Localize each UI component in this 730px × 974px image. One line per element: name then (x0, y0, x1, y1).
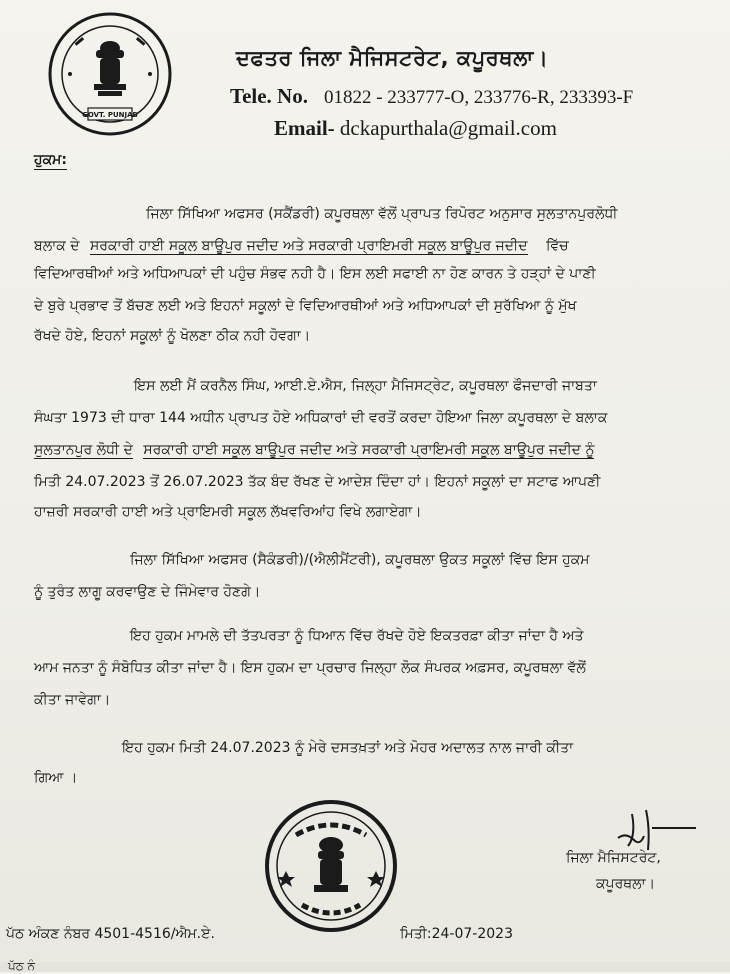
p2-line-5: ਹਾਜ਼ਰੀ ਸਰਕਾਰੀ ਹਾਈ ਅਤੇ ਪ੍ਰਾਇਮਰੀ ਸਕੂਲ ਲੱਖਵਰਿਆਂਹ ਵਿਖੇ ਲਗਾਏਗਾ। (34, 504, 422, 520)
p4-line-1: ਇਹ ਹੁਕਮ ਮਾਮਲੇ ਦੀ ਤੱਤਪਰਤਾ ਨੂੰ ਧਿਆਨ ਵਿੱਚ ਰੱਖਦੇ ਹੋਏ ਇਕਤਰਫ਼ਾ ਕੀਤਾ ਜਾਂਦਾ ਹੈ ਅਤੇ (130, 628, 584, 644)
p2-line-2: ਸੰਘਤਾ 1973 ਦੀ ਧਾਰਾ 144 ਅਧੀਨ ਪ੍ਰਾਪਤ ਹੋਏ ਅਧਿਕਾਰਾਂ ਦੀ ਵਰਤੋਂ ਕਰਦਾ ਹੋਇਆ ਜਿਲਾ ਕਪੂਰਥਲਾ ਦੇ ਬਲਾਕ (34, 410, 608, 426)
p1-line-1: ਜਿਲਾ ਸਿੱਖਿਆ ਅਫਸਰ (ਸਕੈਂਡਰੀ) ਕਪੂਰਥਲਾ ਵੱਲੋਂ ਪ੍ਰਾਪਤ ਰਿਪੋਰਟ ਅਨੁਸਾਰ ਸੁਲਤਾਨਪੁਰਲੋਧੀ (146, 206, 618, 222)
p1-trail: ਵਿੱਚ (545, 238, 569, 254)
p1-line-5: ਰੱਖਦੇ ਹੋਏ, ਇਹਨਾਂ ਸਕੂਲਾਂ ਨੂੰ ਖੋਲਣਾ ਠੀਕ ਨਹੀ ਹੋਵਗਾ। (34, 328, 311, 344)
p1-line-4: ਦੇ ਬੁਰੇ ਪ੍ਰਭਾਵ ਤੋਂ ਬੱਚਣ ਲਈ ਅਤੇ ਇਹਨਾਂ ਸਕੂਲਾਂ ਦੇ ਵਿਦਿਆਰਥੀਆਂ ਅਤੇ ਅਧਿਆਪਕਾਂ ਦੀ ਸੁਰੱਖਿਆ ਨੂੰ ਮੁੱਖ (34, 298, 577, 314)
p2-underlined-schools: ਸਰਕਾਰੀ ਹਾਈ ਸਕੂਲ ਬਾਊਪੁਰ ਜਦੀਦ ਅਤੇ ਸਰਕਾਰੀ ਪ੍ਰਾਇਮਰੀ ਸਕੂਲ ਬਾਊਪੁਰ ਜਦੀਦ ਨੂੰ (143, 442, 595, 458)
office-title: ਦਫਤਰ ਜਿਲਾ ਮੈਜਿਸਟਰੇਟ, ਕਪੂਰਥਲਾ। (236, 46, 549, 70)
signatory-title: ਜਿਲਾ ਮੈਜਿਸਟਰੇਟ, (566, 850, 661, 866)
p4-line-2: ਆਮ ਜਨਤਾ ਨੂੰ ਸੰਬੋਧਿਤ ਕੀਤਾ ਜਾਂਦਾ ਹੈ। ਇਸ ਹੁਕਮ ਦਾ ਪ੍ਰਚਾਰ ਜਿਲ੍ਹਾ ਲੋਕ ਸੰਪਰਕ ਅਫ਼ਸਰ, ਕਪੂਰਥਲਾ ਵੱਲੋਂ (34, 660, 586, 676)
email-line (274, 116, 557, 141)
email-value: dckapurthala@gmail.com (339, 116, 557, 140)
p1-line-2 (34, 236, 569, 256)
telephone-line (230, 84, 633, 109)
cut-off-next-line (0, 959, 730, 973)
p3-line-2: ਨੂੰ ਤੁਰੰਤ ਲਾਗੂ ਕਰਵਾਉਣ ਦੇ ਜਿੰਮੇਵਾਰ ਹੋਣਗੇ। (34, 584, 261, 600)
district-magistrate-seal (262, 797, 400, 935)
p2-line-3 (34, 440, 594, 460)
p1-line-3: ਵਿਦਿਆਰਥੀਆਂ ਅਤੇ ਅਧਿਆਪਕਾਂ ਦੀ ਪਹੁੰਚ ਸੰਭਵ ਨਹੀ ਹੈ। ਇਸ ਲਈ ਸਫਾਈ ਨਾ ਹੋਣ ਕਾਰਨ ਤੇ ਹੜ੍ਹਾਂ ਦੇ ਪਾਣੀ (34, 266, 596, 282)
p5-line-1: ਇਹ ਹੁਕਮ ਮਿਤੀ 24.07.2023 ਨੂੰ ਮੇਰੇ ਦਸਤਖ਼ਤਾਂ ਅਤੇ ਮੋਹਰ ਅਦਾਲਤ ਨਾਲ ਜਾਰੀ ਕੀਤਾ (122, 740, 574, 756)
p2-line-4: ਮਿਤੀ 24.07.2023 ਤੋਂ 26.07.2023 ਤੱਕ ਬੰਦ ਰੱਖਣ ਦੇ ਆਦੇਸ਼ ਦਿੰਦਾ ਹਾਂ। ਇਹਨਾਂ ਸਕੂਲਾਂ ਦਾ ਸਟਾਫ ਆਪਣੀ (34, 474, 601, 490)
signature-mark (588, 806, 698, 856)
endorsement-number: ਪੱਠ ਅੰਕਣ ਨੰਬਰ 4501-4516/ਐਮ.ਏ. (6, 926, 215, 942)
email-label: Email- (274, 116, 335, 140)
p4-line-3: ਕੀਤਾ ਜਾਵੇਗਾ। (34, 692, 111, 708)
p2-lead: ਸੁਲਤਾਨਪੁਰ ਲੋਧੀ ਦੇ (34, 442, 133, 458)
p1-underlined-schools: ਸਰਕਾਰੀ ਹਾਈ ਸਕੂਲ ਬਾਊਪੁਰ ਜਦੀਦ ਅਤੇ ਸਰਕਾਰੀ ਪ੍ਰਾਇਮਰੀ ਸਕੂਲ ਬਾਊਪੁਰ ਜਦੀਦ (89, 238, 528, 254)
p2-line-1: ਇਸ ਲਈ ਮੈਂ ਕਰਨੈਲ ਸਿੰਘ, ਆਈ.ਏ.ਐਸ, ਜਿਲ੍ਹਾ ਮੈਜਿਸਟ੍ਰੇਟ, ਕਪੂਰਥਲਾ ਫੌਜਦਾਰੀ ਜਾਬਤਾ (134, 378, 597, 394)
p3-line-1: ਜਿਲਾ ਸਿੱਖਿਆ ਅਫਸਰ (ਸੈਕੰਡਰੀ)/(ਐਲੀਮੈਂਟਰੀ), ਕਪੂਰਥਲਾ ਉਕਤ ਸਕੂਲਾਂ ਵਿੱਚ ਇਸ ਹੁਕਮ (130, 552, 590, 568)
government-seal-emblem (46, 10, 174, 138)
tele-label: Tele. No. (230, 84, 308, 108)
cut-off-text: ਪੱਠ ਨੰ (8, 959, 35, 973)
tele-numbers: 01822 - 233777-O, 233776-R, 233393-F (323, 87, 634, 108)
p5-line-2: ਗਿਆ । (34, 770, 78, 786)
order-heading: ਹੁਕਮ: (34, 152, 67, 168)
endorsement-date: ਮਿਤੀ:24-07-2023 (400, 926, 513, 942)
p1-lead: ਬਲਾਕ ਦੇ (34, 238, 80, 254)
seal-text: GOVT. PUNJAB (82, 111, 138, 119)
signatory-place: ਕਪੂਰਥਲਾ। (596, 876, 656, 892)
